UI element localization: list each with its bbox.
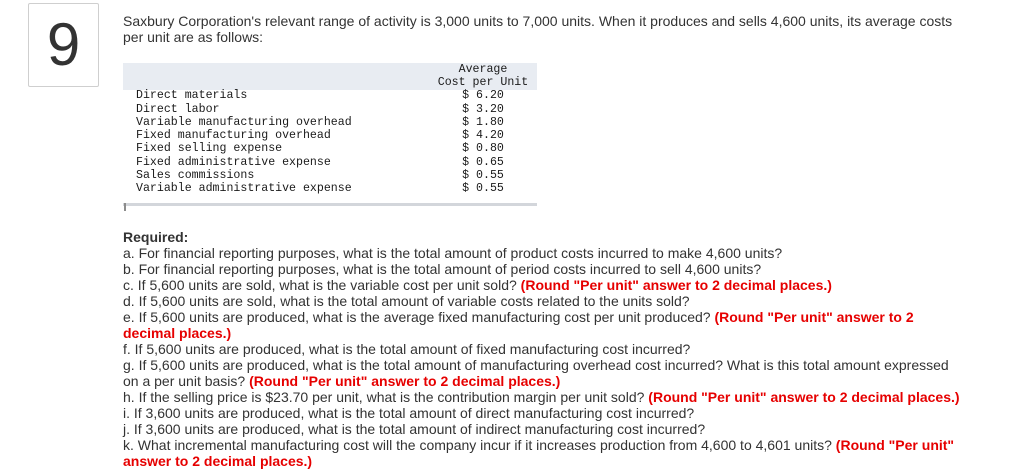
cost-row-label: Direct materials: [136, 89, 248, 103]
cost-row-value: $ 0.80: [462, 142, 504, 156]
intro-line: per unit are as follows:: [123, 29, 264, 45]
problem-intro: [123, 13, 952, 45]
requirement-line: [123, 421, 960, 437]
table-bottom-rule: [123, 203, 537, 206]
requirement-text: a. For financial reporting purposes, what is the total amount of product costs incurred to make 4,600 units?: [123, 245, 783, 261]
cost-row-label: Fixed manufacturing overhead: [136, 129, 331, 143]
requirement-line: [123, 277, 960, 293]
requirement-text: g. If 5,600 units are produced, what is the total amount of manufacturing overhead cost incurred? What is this total amount expressed: [123, 357, 949, 373]
cost-row-label: Variable manufacturing overhead: [136, 115, 352, 129]
rounding-note: decimal places.): [123, 325, 232, 341]
cost-table-header-line: Average: [458, 63, 508, 76]
requirements-section: [123, 229, 960, 469]
cost-row-label: Variable administrative expense: [136, 182, 352, 196]
rounding-note: (Round "Per unit": [835, 437, 955, 453]
cost-row-value: $ 1.80: [462, 115, 504, 129]
table-left-tick: [124, 203, 126, 211]
cost-table-row: [123, 182, 537, 195]
requirement-a: [123, 245, 960, 261]
requirement-text: f. If 5,600 units are produced, what is the total amount of fixed manufacturing cost incurred?: [123, 341, 691, 357]
cost-table-row: [123, 142, 537, 155]
requirement-i: [123, 405, 960, 421]
requirement-text: k. What incremental manufacturing cost will the company incur if it increases production from 4,600 to 4,601 units?: [123, 437, 832, 453]
requirement-line: [123, 437, 960, 453]
requirement-line: [123, 325, 960, 341]
rounding-note: (Round "Per unit" answer to 2 decimal places.): [648, 389, 960, 405]
requirement-b: [123, 261, 960, 277]
requirement-g: [123, 357, 960, 389]
cost-row-value: $ 0.65: [462, 155, 504, 169]
requirement-text: c. If 5,600 units are sold, what is the variable cost per unit sold?: [123, 277, 517, 293]
requirement-line: [123, 309, 960, 325]
cost-table-row: [123, 169, 537, 182]
cost-row-label: Fixed selling expense: [136, 142, 283, 156]
cost-table-row: [123, 89, 537, 102]
requirement-f: [123, 341, 960, 357]
requirement-c: [123, 277, 960, 293]
requirement-text: on a per unit basis?: [123, 373, 246, 389]
question-number-box: [28, 3, 99, 87]
requirement-line: [123, 293, 960, 309]
cost-table-row: [123, 103, 537, 116]
requirement-text: h. If the selling price is $23.70 per unit, what is the contribution margin per unit sold?: [123, 389, 645, 405]
rounding-note: (Round "Per unit" answer to 2 decimal places.): [249, 373, 561, 389]
cost-row-value: $ 4.20: [462, 129, 504, 143]
requirement-j: [123, 421, 960, 437]
requirement-line: [123, 341, 960, 357]
requirement-line: [123, 373, 960, 389]
cost-table-body: [123, 89, 537, 195]
cost-table-row: [123, 156, 537, 169]
rounding-note: (Round "Per unit" answer to 2 decimal places.): [520, 277, 832, 293]
requirement-h: [123, 389, 960, 405]
requirement-text: i. If 3,600 units are produced, what is the total amount of direct manufacturing cost incurred?: [123, 405, 695, 421]
cost-row-value: $ 0.55: [462, 182, 504, 196]
requirement-d: [123, 293, 960, 309]
cost-table-header: [123, 63, 537, 90]
requirement-line: [123, 357, 960, 373]
requirement-text: d. If 5,600 units are sold, what is the total amount of variable costs related to the units sold?: [123, 293, 690, 309]
requirement-text: e. If 5,600 units are produced, what is the average fixed manufacturing cost per unit produced?: [123, 309, 711, 325]
requirement-line: [123, 245, 960, 261]
cost-row-label: Direct labor: [136, 102, 220, 116]
requirement-text: b. For financial reporting purposes, what is the total amount of period costs incurred to sell 4,600 units?: [123, 261, 762, 277]
requirement-line: [123, 261, 960, 277]
rounding-note: answer to 2 decimal places.): [123, 453, 313, 469]
cost-row-value: $ 0.55: [462, 169, 504, 183]
requirement-k: [123, 437, 960, 469]
required-heading: Required:: [123, 229, 189, 245]
cost-table-row: [123, 129, 537, 142]
rounding-note: (Round "Per unit" answer to 2: [714, 309, 914, 325]
cost-row-label: Fixed administrative expense: [136, 155, 331, 169]
requirement-line: [123, 453, 960, 469]
requirement-line: [123, 389, 960, 405]
cost-table-row: [123, 116, 537, 129]
requirement-e: [123, 309, 960, 341]
requirement-text: j. If 3,600 units are produced, what is the total amount of indirect manufacturing cost incurred?: [123, 421, 706, 437]
intro-line: Saxbury Corporation's relevant range of activity is 3,000 units to 7,000 units. When it produces and sells 4,600 units, its average costs: [123, 13, 953, 29]
requirement-line: [123, 405, 960, 421]
cost-table-header-line: Cost per Unit: [437, 76, 529, 89]
cost-table: [123, 63, 537, 211]
cost-row-label: Sales commissions: [136, 169, 255, 183]
cost-row-value: $ 3.20: [462, 102, 504, 116]
cost-row-value: $ 6.20: [462, 89, 504, 103]
question-number: 9: [46, 11, 81, 78]
